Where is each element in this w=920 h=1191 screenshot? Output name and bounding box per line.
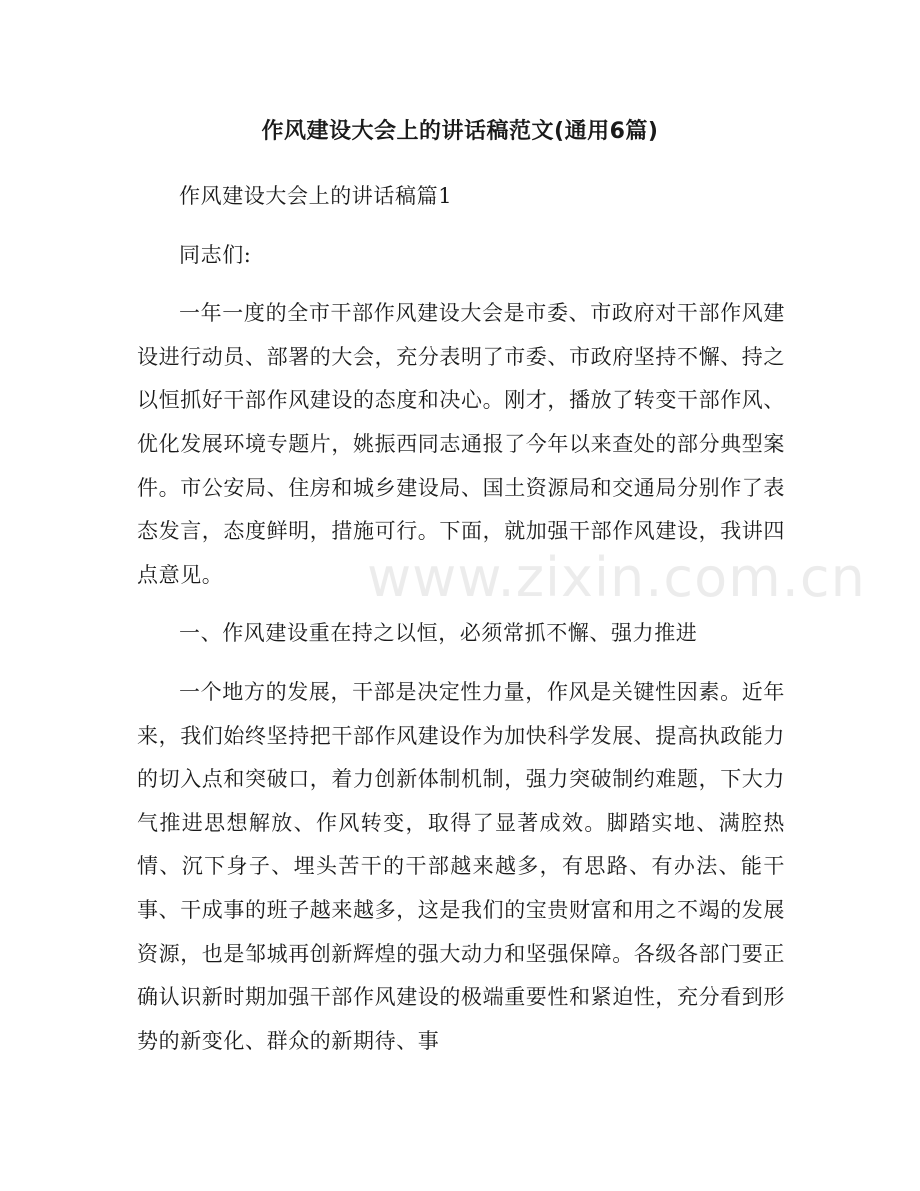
document-body: [137, 175, 785, 1063]
watermark-text: www.zixin.com.cn: [367, 546, 866, 609]
paragraph-2: 一个地方的发展，干部是决定性力量，作风是关键性因素。近年来，我们始终坚持把干部作风建设作为加快科学发展、提高执政能力的切入点和突破口，着力创新体制机制，强力突破制约难题，下大力气推进思想解放、作风转变，取得了显著成效。脚踏实地、满腔热情、沉下身子、埋头苦干的干部越来越多，有思路、有办法、能干事、干成事的班子越来越多，这是我们的宝贵财富和用之不竭的发展资源，也是邹城再创新辉煌的强大动力和坚强保障。各级各部门要正确认识新时期加强干部作风建设的极端重要性和紧迫性，充分看到形势的新变化、群众的新期待、事: [137, 679, 785, 1053]
document-title: 作风建设大会上的讲话稿范文(通用6篇): [261, 119, 659, 144]
salutation: 同志们:: [179, 242, 252, 267]
point-1-heading: 一、作风建设重在持之以恒，必须常抓不懈、强力推进: [179, 621, 698, 646]
paragraph-1: 一年一度的全市干部作风建设大会是市委、市政府对干部作风建设进行动员、部署的大会，充分表明了市委、市政府坚持不懈、持之以恒抓好干部作风建设的态度和决心。刚才，播放了转变干部作风、优化发展环境专题片，姚振西同志通报了今年以来查处的部分典型案件。市公安局、住房和城乡建设局、国土资源局和交通局分别作了表态发言，态度鲜明，措施可行。下面，就加强干部作风建设，我讲四点意见。: [137, 301, 785, 587]
section-heading: 作风建设大会上的讲话稿篇1: [179, 184, 453, 208]
